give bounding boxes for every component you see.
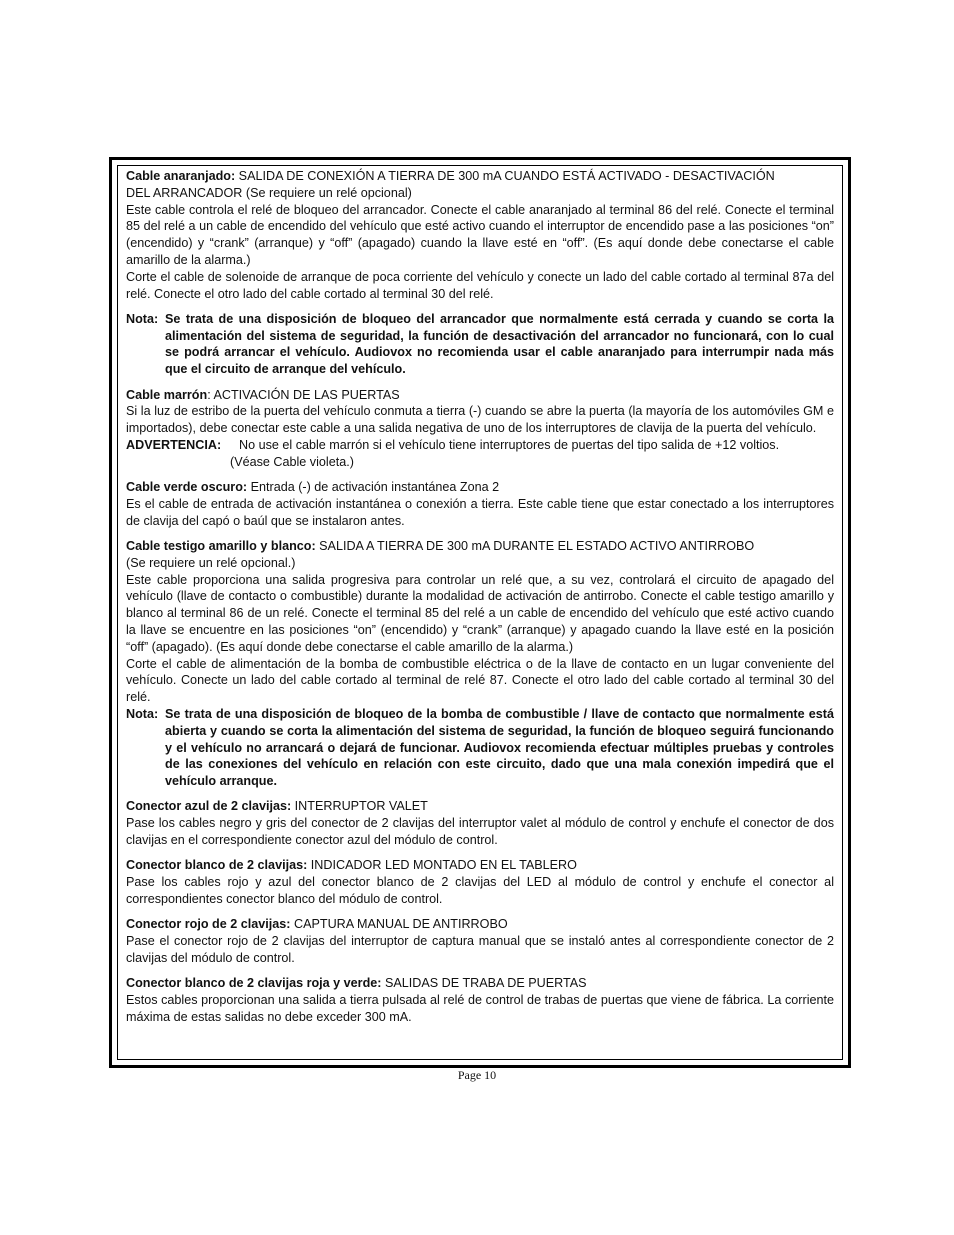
- warning-continuation: (Véase Cable violeta.): [230, 454, 354, 469]
- section-label: Cable marrón: [126, 387, 208, 402]
- section-heading: [126, 538, 834, 572]
- page-number: Page 10: [457, 1068, 497, 1082]
- section-label: Conector rojo de 2 clavijas:: [126, 917, 291, 932]
- section-title: Entrada (-) de activación instantánea Zona 2: [247, 480, 500, 495]
- section-heading: [126, 916, 834, 933]
- note-starter-kill: [126, 311, 834, 378]
- paragraph: Pase los cables negro y gris del conector de 2 clavijas del interruptor valet al módulo de control y enchufe el conector de dos clavijas en el correspondiente conector azul del módulo de control.: [126, 816, 834, 847]
- note-text: Se trata de una disposición de bloqueo de la bomba de combustible / llave de contacto que normalmente está abierta y cuando se corta la alimentación del sistema de seguridad, la función de bloqueo seguirá funcionando y el vehículo no arrancará o dejará de funcionar. Audiovox recomienda efectuar múltiples pruebas y controles de las conexiones del vehículo en relación con este circuito, dado que una mala conexión impedirá que el vehículo arranque.: [165, 706, 834, 789]
- section-heading: [126, 798, 834, 815]
- paragraph: Este cable controla el relé de bloqueo del arrancador. Conecte el cable anaranjado al terminal 86 del relé. Conecte el terminal 85 del relé a un cable de encendido del vehículo que esté activo cuando el interruptor de encendido pase a las posiciones “on” (encendido) y “crank” (arranque) y “off” (apagado) cuando la llave esté en “off”. (Es aquí donde debe conectarse el cable amarillo de la alarma.): [126, 202, 834, 267]
- section-title-cont: (Se requiere un relé opcional.): [126, 555, 296, 570]
- section-heading: [126, 168, 834, 202]
- section-title: INTERRUPTOR VALET: [291, 799, 428, 814]
- section-brown-cable: [126, 387, 834, 471]
- section-white-2pin-connector: [126, 857, 834, 907]
- paragraph: Corte el cable de solenoide de arranque de poca corriente del vehículo y conecte un lado del cable cortado al terminal 87a del relé. Conecte el otro lado del cable cortado al terminal 30 del relé.: [126, 269, 834, 301]
- section-heading: [126, 479, 834, 496]
- paragraph: Pase los cables rojo y azul del conector blanco de 2 clavijas del LED al módulo de control y enchufe el conector al correspondientes conector blanco del módulo de control.: [126, 875, 834, 906]
- warning-text: No use el cable marrón si el vehículo tiene interruptores de puertas del tipo salida de +12 voltios.: [239, 437, 780, 452]
- section-title: CAPTURA MANUAL DE ANTIRROBO: [290, 917, 508, 932]
- note-label: Nota:: [126, 311, 159, 326]
- section-heading: [126, 975, 834, 992]
- section-title: : ACTIVACIÓN DE LAS PUERTAS: [207, 387, 400, 402]
- section-dark-green-cable: [126, 479, 834, 529]
- section-title: SALIDA DE CONEXIÓN A TIERRA DE 300 mA CUANDO ESTÁ ACTIVADO - DESACTIVACIÓN: [235, 169, 775, 183]
- section-label: Cable anaranjado:: [126, 169, 236, 183]
- document-body: [126, 168, 834, 1025]
- paragraph: Es el cable de entrada de activación instantánea o conexión a tierra. Este cable tiene que estar conectado a los interruptores de clavija del capó o baúl que se instalaron antes.: [126, 496, 834, 528]
- section-title-cont: DEL ARRANCADOR (Se requiere un relé opcional): [126, 185, 412, 200]
- section-label: Cable verde oscuro:: [126, 480, 248, 495]
- note-text: Se trata de una disposición de bloqueo del arrancador que normalmente está cerrada y cuando se corta la alimentación del sistema de seguridad, la función de desactivación del arrancador no funcionará, con lo cual se podrá arrancar el vehículo. Audiovox no recomienda usar el cable anaranjado para interrumpir nada más que el circuito de arranque del vehículo.: [165, 311, 834, 377]
- paragraph: Este cable proporciona una salida progresiva para controlar un relé que, a su vez, controlará el circuito de apagado del vehículo (llave de contacto o combustible) durante la modalidad de activación de antirrobo. Conecte el cable testigo amarillo y blanco al terminal 86 de un relé. Conecte el terminal 85 del relé a un cable de encendido del vehículo que esté activo cuando la llave se encuentre en las posiciones “on” (encendido) y “crank” (arranque) y apagado cuando la llave esté en la posición “off” (apagado). (Es aquí donde debe conectarse el cable amarillo de la alarma.): [126, 572, 834, 654]
- paragraph: Pase el conector rojo de 2 clavijas del interruptor de captura manual que se instaló antes al correspondiente conector de 2 clavijas del módulo de control.: [126, 933, 834, 965]
- note-label: Nota:: [126, 706, 159, 721]
- paragraph: Si la luz de estribo de la puerta del vehículo conmuta a tierra (-) cuando se abre la puerta (la mayoría de los automóviles GM e importados), debe conectar este cable a una salida negativa de uno de los interruptores de clavija de la puerta del vehículo.: [126, 404, 834, 436]
- section-label: Conector blanco de 2 clavijas roja y verde:: [126, 976, 382, 991]
- section-label: Conector azul de 2 clavijas:: [126, 799, 292, 814]
- section-title: SALIDAS DE TRABA DE PUERTAS: [381, 976, 587, 991]
- section-title: INDICADOR LED MONTADO EN EL TABLERO: [307, 858, 577, 873]
- section-heading: [126, 857, 834, 874]
- section-heading: [126, 387, 834, 404]
- section-orange-cable: [126, 168, 834, 302]
- note-fuel-pump-kill: [126, 706, 834, 790]
- paragraph: Estos cables proporcionan una salida a tierra pulsada al relé de control de trabas de puertas que viene de fábrica. La corriente máxima de estas salidas no debe exceder 300 mA.: [126, 992, 834, 1024]
- warning: [126, 437, 834, 454]
- section-white-2pin-red-green-connector: [126, 975, 834, 1025]
- section-red-2pin-connector: [126, 916, 834, 966]
- section-label: Conector blanco de 2 clavijas:: [126, 858, 308, 873]
- section-title: SALIDA A TIERRA DE 300 mA DURANTE EL ESTADO ACTIVO ANTIRROBO: [315, 538, 755, 553]
- paragraph: Corte el cable de alimentación de la bomba de combustible eléctrica o de la llave de contacto en un lugar conveniente del vehículo. Conecte un lado del cable cortado al terminal de relé 87. Conecte el otro lado del cable cortado al terminal 30 del relé.: [126, 656, 834, 705]
- section-yellow-white-cable: [126, 538, 834, 706]
- section-label: Cable testigo amarillo y blanco:: [126, 538, 316, 553]
- section-blue-2pin-connector: [126, 798, 834, 848]
- warning-label: ADVERTENCIA:: [126, 437, 222, 452]
